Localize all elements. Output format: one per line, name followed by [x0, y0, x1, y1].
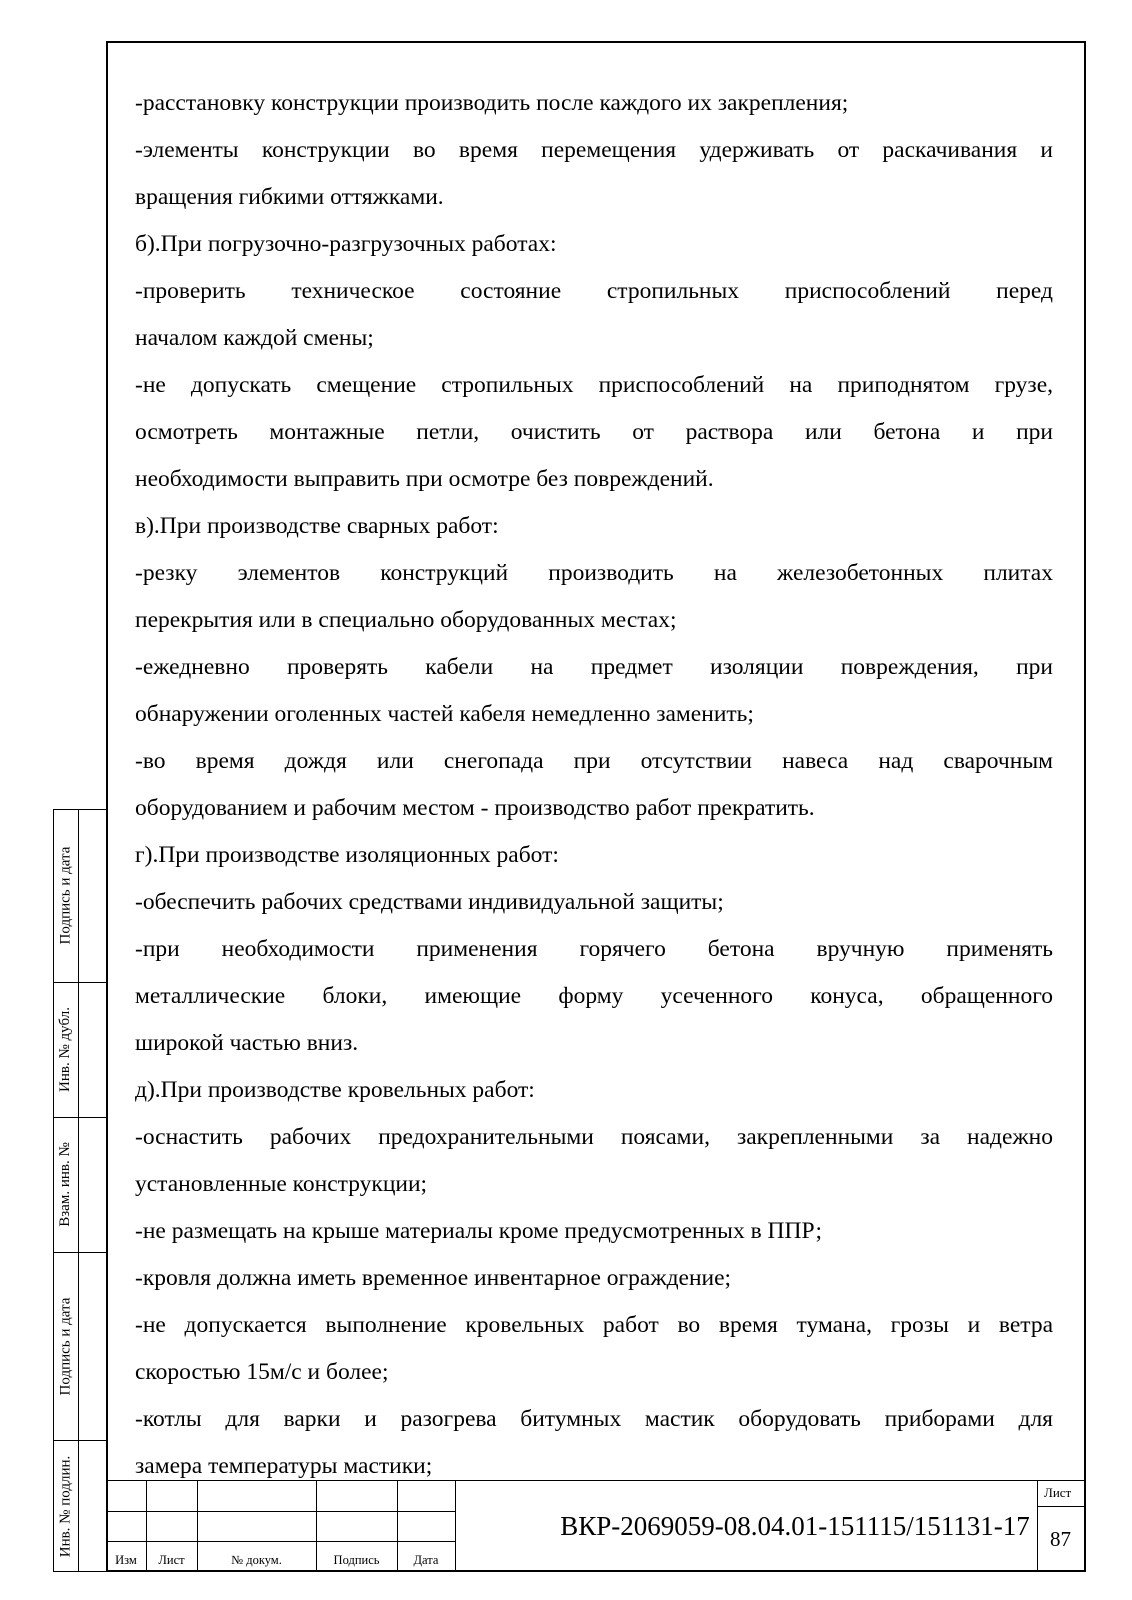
text-line: -резку элементов конструкций производить на железобетонных плитах	[135, 560, 1053, 586]
section-heading: в).При производстве сварных работ:	[135, 513, 499, 539]
text-line: вращения гибкими оттяжками.	[135, 184, 444, 210]
text-line: -элементы конструкции во время перемещения удерживать от раскачивания и	[135, 137, 1053, 163]
signature-date-cell	[53, 809, 78, 982]
section-heading: г).При производстве изоляционных работ:	[135, 842, 559, 868]
vzam-inv-cell	[53, 1117, 78, 1252]
text-line: оборудованием и рабочим местом - производство работ прекратить.	[135, 795, 815, 821]
inv-dubl-label: Инв. № дубл.	[57, 1007, 73, 1092]
text-line: -не допускать смещение стропильных приспособлений на приподнятом грузе,	[135, 372, 1053, 398]
list-label: Лист	[158, 1553, 185, 1567]
side-stamp-tick	[92, 809, 106, 810]
text-line: широкой частью вниз.	[135, 1030, 359, 1056]
section-heading: б).При погрузочно-разгрузочных работах:	[135, 231, 557, 257]
text-line: -при необходимости применения горячего бетона вручную применять	[135, 936, 1053, 962]
text-line: замера температуры мастики;	[135, 1453, 433, 1479]
inv-dubl-cell	[53, 982, 78, 1117]
document-body	[135, 80, 1053, 1490]
text-line: -не допускается выполнение кровельных работ во время тумана, грозы и ветра	[135, 1312, 1053, 1338]
izm-label: Изм	[115, 1553, 137, 1567]
sheet-label: Лист	[1044, 1485, 1072, 1500]
text-line: началом каждой смены;	[135, 325, 374, 351]
text-line: обнаружении оголенных частей кабеля немедленно заменить;	[135, 701, 754, 727]
text-line: -во время дождя или снегопада при отсутствии навеса над сварочным	[135, 748, 1053, 774]
text-line: -оснастить рабочих предохранительными поясами, закрепленными за надежно	[135, 1124, 1053, 1150]
date-label: Дата	[413, 1553, 439, 1567]
title-block-row-line	[106, 1541, 455, 1542]
text-line: -ежедневно проверять кабели на предмет изоляции повреждения, при	[135, 654, 1053, 680]
text-line: -не размещать на крыше материалы кроме предусмотренных в ППР;	[135, 1218, 822, 1244]
text-line: перекрытия или в специально оборудованных местах;	[135, 607, 677, 633]
section-heading: д).При производстве кровельных работ:	[135, 1077, 535, 1103]
signature-label: Подпись	[333, 1553, 380, 1567]
text-line: -кровля должна иметь временное инвентарное ограждение;	[135, 1265, 732, 1291]
inv-podl-label: Инв. № подлин.	[57, 1455, 73, 1557]
inv-podl-cell	[53, 1440, 78, 1572]
signature-date-cell	[53, 1252, 78, 1440]
doc-number-label: № докум.	[231, 1553, 282, 1567]
sheet-number: 87	[1050, 1527, 1071, 1551]
side-stamp-divider	[78, 809, 79, 1572]
signature-date-label: Подпись и дата	[57, 846, 74, 945]
text-line: металлические блоки, имеющие форму усеченного конуса, обращенного	[135, 983, 1053, 1009]
vzam-inv-label: Взам. инв. №	[57, 1142, 73, 1227]
text-line: необходимости выправить при осмотре без повреждений.	[135, 466, 714, 492]
text-line: -проверить техническое состояние стропильных приспособлений перед	[135, 278, 1053, 304]
signature-date-label: Подпись и дата	[57, 1297, 74, 1395]
text-line: -обеспечить рабочих средствами индивидуальной защиты;	[135, 889, 724, 915]
title-block	[106, 1480, 1086, 1572]
text-line: -котлы для варки и разогрева битумных мастик оборудовать приборами для	[135, 1406, 1053, 1432]
text-line: установленные конструкции;	[135, 1171, 428, 1197]
title-block-row-line	[106, 1511, 455, 1512]
document-code: ВКР-2069059-08.04.01-151115/151131-17	[560, 1510, 1030, 1541]
text-line: скоростью 15м/с и более;	[135, 1359, 389, 1385]
text-line: -расстановку конструкции производить после каждого их закрепления;	[135, 90, 849, 116]
text-line: осмотреть монтажные петли, очистить от раствора или бетона и при	[135, 419, 1053, 445]
